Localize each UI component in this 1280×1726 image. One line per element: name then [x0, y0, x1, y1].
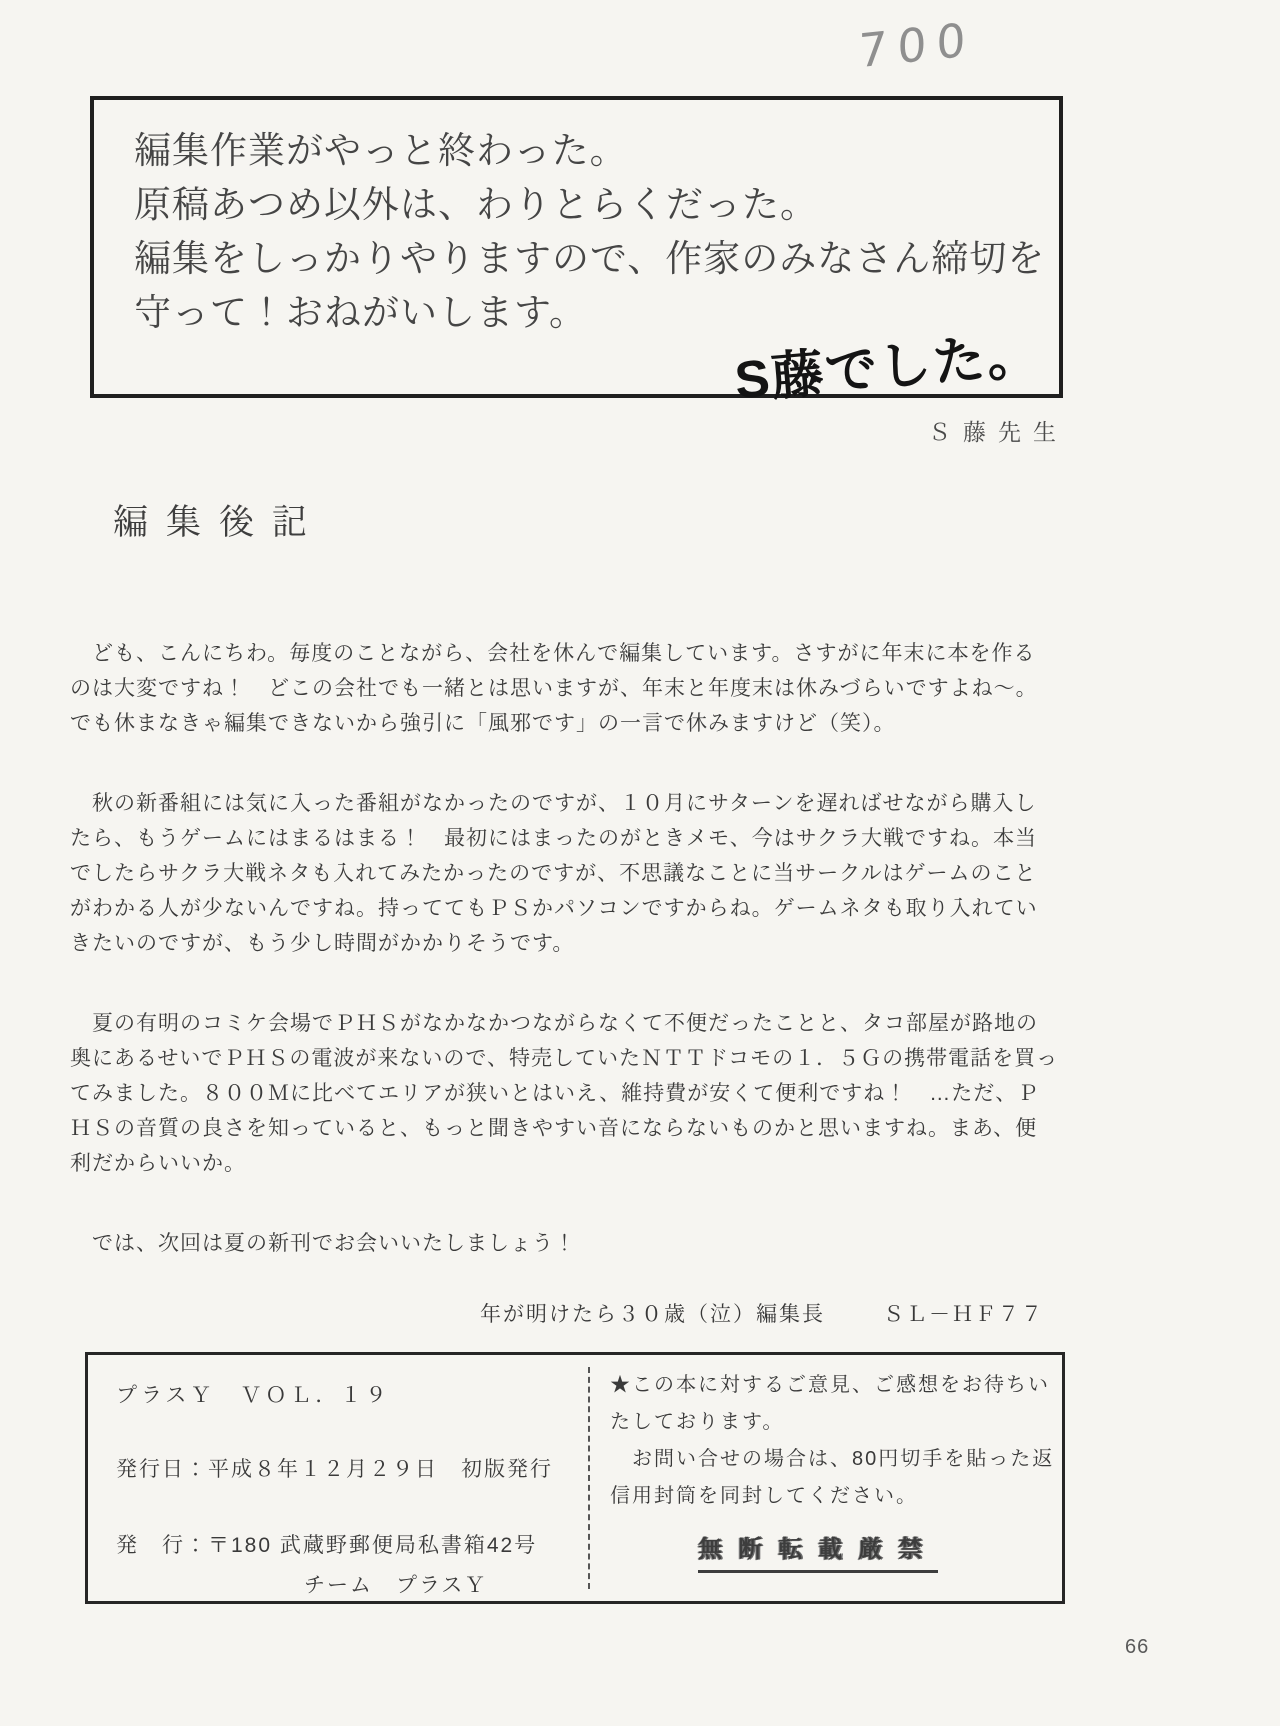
body-line: ども、こんにちわ。毎度のことながら、会社を休んで編集しています。さすがに年末に本を作る [70, 642, 1036, 665]
editor-note-box [90, 96, 1063, 411]
afterword-heading: 編集後記 [113, 503, 326, 542]
signoff-title: 年が明けたら３０歳（泣）編集長 [480, 1303, 825, 1326]
body-line: ＨＳの音質の良さを知っていると、もっと聞きやすい音にならないものかと思いますね。まあ、便 [70, 1117, 1038, 1140]
colophon-feedback [588, 1367, 1065, 1589]
feedback-line: 信用封筒を同封してください。 [610, 1485, 918, 1507]
colophon-publisher-team: チーム プラスＹ [304, 1574, 488, 1597]
page-number: 66 [1125, 1636, 1150, 1658]
colophon-publisher: 発 行：〒180 武蔵野郵便局私書箱42号 [116, 1534, 538, 1557]
body-line: でしたらサクラ大戦ネタも入れてみたかったのですが、不思議なことに当サークルはゲームのこと [70, 862, 1037, 885]
body-line: 奥にあるせいでＰＨＳの電波が来ないので、特売していたＮＴＴドコモの１．５Ｇの携帯電話を買っ [70, 1047, 1059, 1070]
body-line: 夏の有明のコミケ会場でＰＨＳがなかなかつながらなくて不便だったことと、タコ部屋が路地の [70, 1012, 1038, 1035]
feedback-line: たしております。 [610, 1411, 785, 1433]
signature-caption: Ｓ藤先生 [928, 419, 1068, 445]
colophon-box [85, 1352, 1065, 1604]
body-line: たら、もうゲームにはまるはまる！ 最初にはまったのがときメモ、今はサクラ大戦ですね。本当 [70, 827, 1037, 850]
handwritten-signature: S藤でした。 [732, 325, 1044, 411]
feedback-line: ★この本に対するご意見、ご感想をお待ちい [610, 1374, 1050, 1396]
colophon-left [116, 1379, 566, 1599]
body-line: てみました。８００Ｍに比べてエリアが狭いとはいえ、維持費が安くて便利ですね！ …ただ、Ｐ [70, 1082, 1040, 1105]
feedback-line: お問い合せの場合は、80円切手を貼った返 [610, 1448, 1055, 1470]
note-line: 編集作業がやっと終わった。 [134, 130, 628, 171]
body-line: 利だからいいか。 [70, 1152, 246, 1175]
afterword-body [70, 636, 1120, 1306]
note-line: 編集をしっかりやりますので、作家のみなさん締切を [134, 238, 1046, 279]
body-line: きたいのですが、もう少し時間がかかりそうです。 [70, 932, 575, 955]
signoff-code: ＳＬ－ＨＦ７７ [883, 1303, 1044, 1326]
handwritten-page-count: 700 [858, 11, 976, 79]
no-reproduction-notice: 無断転載厳禁 [698, 1531, 938, 1573]
editor-note-text [134, 124, 1046, 340]
editor-signoff [480, 1298, 1044, 1328]
afterword-paragraph [70, 1006, 1120, 1181]
body-line: のは大変ですね！ どこの会社でも一緒とは思いますが、年末と年度末は休みづらいですよね～。 [70, 677, 1038, 700]
colophon-title: プラスＹ ＶＯＬ．１９ [116, 1384, 391, 1407]
note-line: 守って！おねがいします。 [134, 292, 588, 333]
body-line: がわかる人が少ないんですね。持っててもＰＳかパソコンですからね。ゲームネタも取り入れてい [70, 897, 1038, 920]
body-line: でも休まなきゃ編集できないから強引に「風邪です」の一言で休みますけど（笑）。 [70, 712, 896, 735]
afterword-paragraph [70, 1226, 1120, 1261]
afterword-paragraph [70, 786, 1120, 961]
note-line: 原稿あつめ以外は、わりとらくだった。 [134, 184, 818, 225]
body-line: では、次回は夏の新刊でお会いいたしましょう！ [70, 1232, 576, 1255]
afterword-paragraph [70, 636, 1120, 741]
body-line: 秋の新番組には気に入った番組がなかったのですが、１０月にサターンを遅ればせながら購入し [70, 792, 1037, 815]
colophon-issue-date: 発行日：平成８年１２月２９日 初版発行 [116, 1458, 553, 1481]
